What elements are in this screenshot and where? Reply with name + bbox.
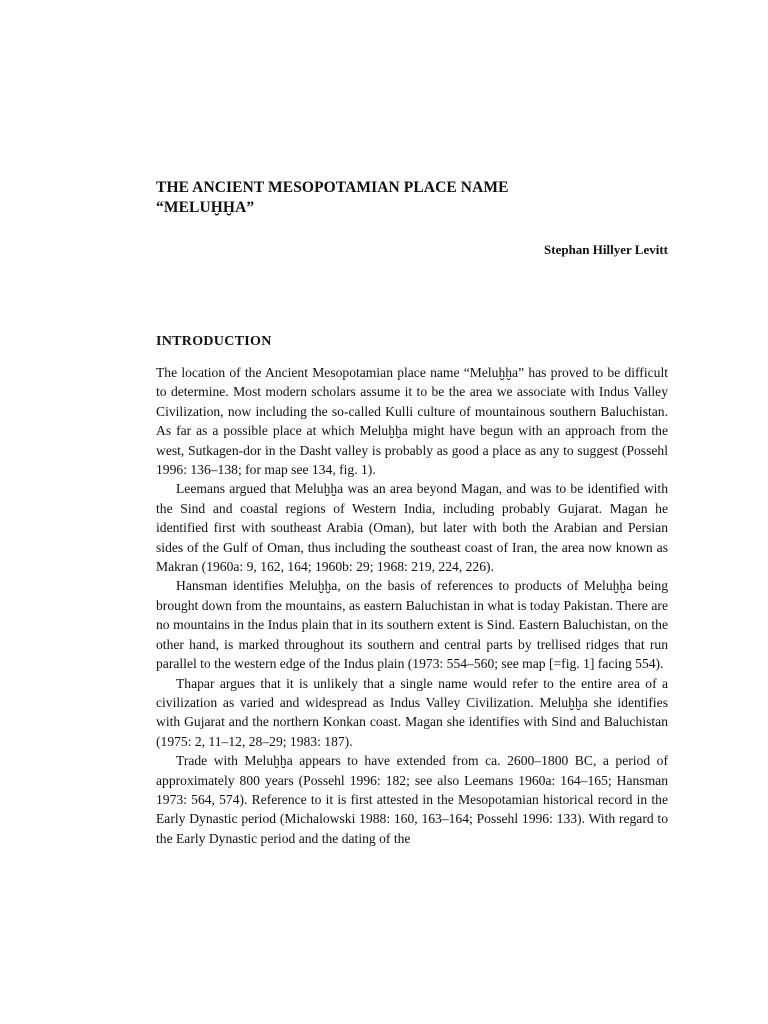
author-name: Stephan Hillyer Levitt xyxy=(544,242,668,257)
title-line-1: THE ANCIENT MESOPOTAMIAN PLACE NAME xyxy=(156,179,509,196)
paragraph-5: Trade with Meluḫḫa appears to have extended from ca. 2600–1800 BC, a period of approximately 800 years (Possehl 1996: 182; see also Leemans 1960a: 164–165; Hansman 1973: 564, 574). Reference to it is first attested in the Mesopotamian historical record in the Early Dynastic period (Michalowski 1988: 160, 163–164; Possehl 1996: 133). With regard to the Early Dynastic period and the dating of the xyxy=(156,753,668,846)
paragraph-1: The location of the Ancient Mesopotamian place name “Meluḫḫa” has proved to be difficult to determine. Most modern scholars assume it to be the area we associate with Indus Valley Civilization, now including the so-called Kulli culture of mountainous southern Baluchistan. As far as a possible place at which Meluḫḫa might have begun with an approach from the west, Sutkagen-dor in the Dasht valley is probably as good a place as any to suggest (Possehl 1996: 136–138; for map see 134, fig. 1). xyxy=(156,365,668,478)
paragraph-3: Hansman identifies Meluḫḫa, on the basis of references to products of Meluḫḫa being brought down from the mountains, as eastern Baluchistan in what is today Pakistan. There are no mountains in the Indus plain that in its southern extent is Sind. Eastern Baluchistan, on the other hand, is marked throughout its southern and central parts by trellised ridges that run parallel to the western edge of the Indus plain (1973: 554–560; see map [=fig. 1] facing 554). xyxy=(156,578,668,672)
title-line-2: “MELUḪḪA” xyxy=(156,199,255,216)
paragraph-4: Thapar argues that it is unlikely that a single name would refer to the entire area of a civilization as varied and widespread as Indus Valley Civilization. Meluḫḫa she identifies with Gujarat and the northern Konkan coast. Magan she identifies with Sind and Baluchistan (1975: 2, 11–12, 28–29; 1983: 187). xyxy=(156,675,668,749)
section-heading-introduction: INTRODUCTION xyxy=(156,334,272,349)
paragraph-2: Leemans argued that Meluḫḫa was an area beyond Magan, and was to be identified with the Sind and coastal regions of Western India, including probably Gujarat. Magan he identified first with southeast Arabia (Oman), but later with both the Arabian and Persian sides of the Gulf of Oman, thus including the southeast coast of Iran, the area now known as Makran (1960a: 9, 162, 164; 1960b: 29; 1968: 219, 224, 226). xyxy=(156,481,668,575)
article xyxy=(156,178,668,848)
article-body xyxy=(156,363,668,848)
article-title xyxy=(156,178,668,218)
